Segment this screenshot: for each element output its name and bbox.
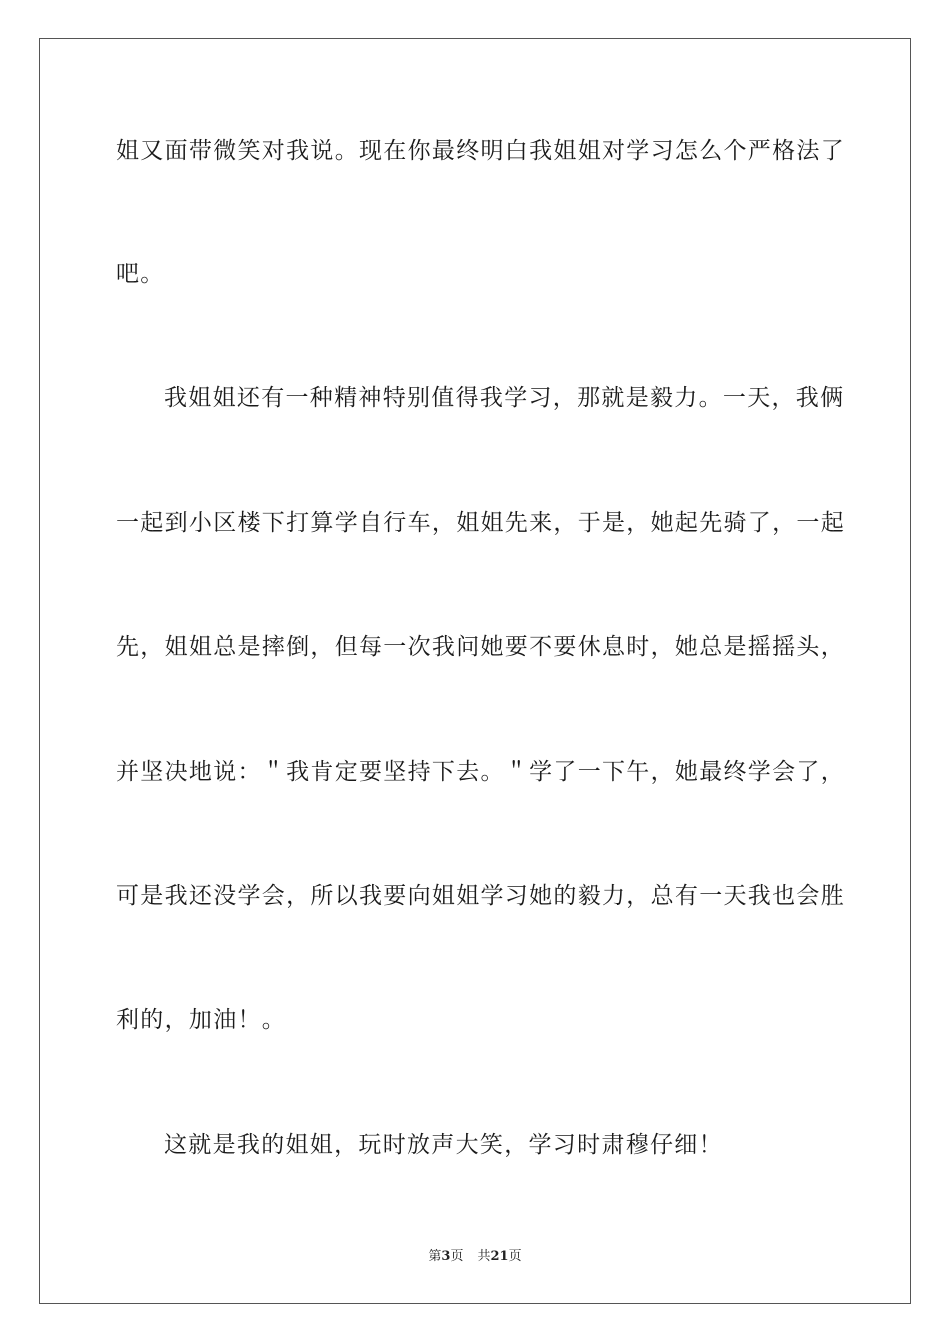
paragraph-line: 先，姐姐总是摔倒，但每一次我问她要不要休息时，她总是摇摇头， bbox=[116, 634, 845, 660]
page-suffix: 页 bbox=[450, 1249, 464, 1264]
paragraph-line: 我姐姐还有一种精神特别值得我学习，那就是毅力。一天，我俩 bbox=[164, 385, 845, 411]
total-pages: 21 bbox=[490, 1249, 509, 1264]
paragraph-line: 姐又面带微笑对我说。现在你最终明白我姐姐对学习怎么个严格法了 bbox=[116, 138, 845, 164]
page-border bbox=[39, 38, 911, 1304]
paragraph-line: 一起到小区楼下打算学自行车，姐姐先来，于是，她起先骑了，一起 bbox=[116, 510, 845, 536]
paragraph-line: 这就是我的姐姐，玩时放声大笑，学习时肃穆仔细！ bbox=[164, 1132, 723, 1158]
total-suffix: 页 bbox=[508, 1249, 522, 1264]
page-prefix: 第 bbox=[428, 1249, 442, 1264]
page-footer bbox=[0, 1248, 950, 1266]
page-number: 3 bbox=[441, 1249, 451, 1264]
paragraph-line: 可是我还没学会，所以我要向姐姐学习她的毅力，总有一天我也会胜 bbox=[116, 883, 845, 909]
paragraph-line: 并坚决地说：＂我肯定要坚持下去。＂学了一下午，她最终学会了， bbox=[116, 759, 845, 785]
paragraph-line: 吧。 bbox=[116, 261, 165, 287]
paragraph-line: 利的，加油！。 bbox=[116, 1007, 287, 1033]
total-prefix: 共 bbox=[477, 1249, 491, 1264]
